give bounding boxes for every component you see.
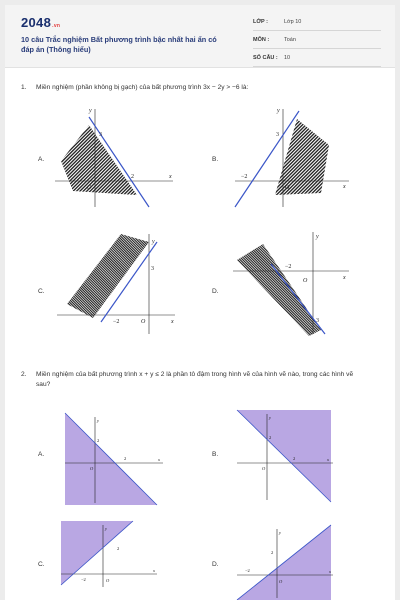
y-axis-label: y [105, 526, 107, 531]
question-number: 2. [21, 371, 27, 378]
q1-figure-c[interactable] [45, 230, 185, 340]
q1-figure-a[interactable] [45, 103, 185, 213]
x-axis-label: x [153, 568, 155, 573]
tick-label: 2 [117, 546, 120, 551]
tick-label: 2 [293, 456, 296, 461]
document-header [5, 5, 395, 68]
question-text: Miền nghiệm của bất phương trình x + y ≤ 2 là phần tô đậm trong hình vẽ của hình vẽ nào, trong các hình vẽ sau? [36, 371, 354, 388]
tick-label: 2 [271, 550, 274, 555]
x-axis-label: x [343, 275, 346, 281]
meta-row-class [253, 16, 381, 31]
meta-key: SỐ CÂU : [253, 55, 278, 61]
option-b-label[interactable]: B. [212, 156, 219, 163]
meta-value: Lớp 10 [284, 19, 302, 25]
q1-figure-d[interactable] [225, 230, 365, 340]
option-c-label[interactable]: C. [38, 561, 45, 568]
document-page [5, 5, 395, 600]
y-axis-label: y [269, 415, 271, 420]
origin-label: O [285, 185, 290, 191]
tick-label: 2 [269, 435, 272, 440]
logo-text: 2048 [21, 15, 52, 30]
option-d-label[interactable]: D. [212, 561, 219, 568]
y-axis-label: y [277, 108, 280, 114]
option-c-label[interactable]: C. [38, 288, 45, 295]
meta-row-subject [253, 34, 381, 49]
x-axis-label: x [327, 457, 329, 462]
site-logo[interactable] [21, 15, 60, 30]
tick-label: 2 [97, 438, 100, 443]
question-text: Miền nghiệm (phần không bị gạch) của bất phương trình 3x − 2y > −6 là: [36, 84, 249, 91]
x-axis-label: x [158, 457, 160, 462]
option-a-label[interactable]: A. [38, 451, 45, 458]
hatched-region [67, 234, 149, 318]
option-b-label[interactable]: B. [212, 451, 219, 458]
q2-figure-b[interactable] [237, 410, 337, 502]
tick-label: 3 [99, 132, 102, 138]
q2-figure-d[interactable] [237, 525, 337, 600]
tick-label: −2 [81, 577, 86, 582]
tick-label: −2 [241, 174, 248, 180]
tick-label: −2 [285, 264, 292, 270]
tick-label: 3 [316, 318, 319, 324]
origin-label: O [279, 579, 283, 584]
y-axis-label: y [316, 234, 319, 240]
tick-label: 2 [124, 456, 127, 461]
tick-label: −2 [113, 319, 120, 325]
origin-label: O [303, 278, 308, 284]
option-d-label[interactable]: D. [212, 288, 219, 295]
q2-figure-a[interactable] [65, 413, 175, 505]
logo-suffix: .vn [52, 23, 61, 29]
y-axis-label: y [152, 239, 155, 245]
y-axis-label: y [89, 108, 92, 114]
x-axis-label: x [169, 174, 172, 180]
origin-label: O [106, 578, 110, 583]
tick-label: 2 [131, 174, 134, 180]
q1-figure-b[interactable] [225, 103, 365, 213]
tick-label: 3 [276, 132, 279, 138]
meta-key: MÔN : [253, 37, 270, 43]
tick-label: −2 [245, 568, 250, 573]
meta-row-count [253, 52, 381, 67]
document-meta [253, 16, 381, 70]
meta-key: LỚP : [253, 19, 268, 25]
hatched-region [237, 244, 321, 336]
origin-label: O [262, 466, 266, 471]
origin-label: O [90, 466, 94, 471]
option-a-label[interactable]: A. [38, 156, 45, 163]
tick-label: 3 [151, 266, 154, 272]
x-axis-label: x [171, 319, 174, 325]
y-axis-label: y [97, 418, 99, 423]
q2-figure-c[interactable] [61, 521, 161, 589]
origin-label: O [87, 185, 92, 191]
origin-label: O [141, 319, 146, 325]
x-axis-label: x [329, 569, 331, 574]
document-title: 10 câu Trắc nghiệm Bất phương trình bậc nhất hai ẩn có đáp án (Thông hiểu) [21, 35, 217, 54]
y-axis-label: y [279, 530, 281, 535]
question-number: 1. [21, 84, 27, 91]
x-axis-label: x [343, 184, 346, 190]
meta-value: 10 [284, 55, 291, 61]
meta-value: Toán [284, 37, 296, 43]
